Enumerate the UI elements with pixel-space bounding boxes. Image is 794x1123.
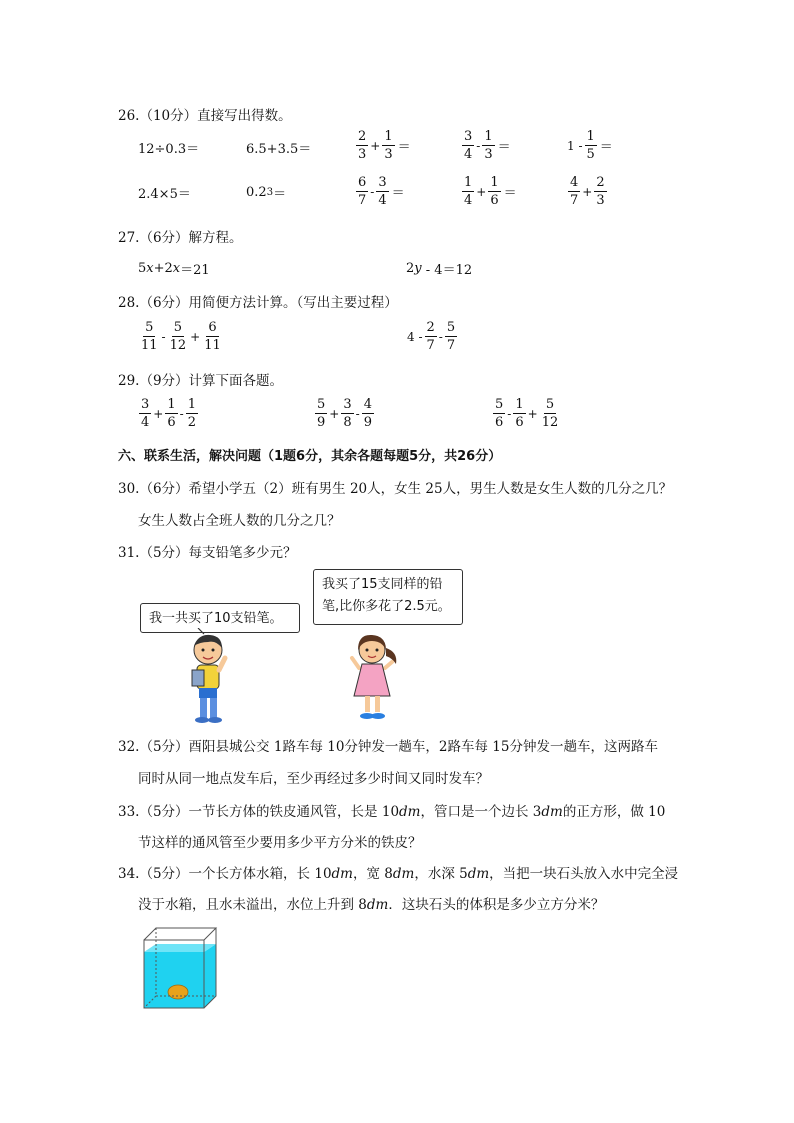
q27-eq2: 2 y - 4＝12: [406, 261, 473, 278]
q29-expr3: $\frac{5}{6}$ - $\frac{1}{6}$ + $\frac{5}{12}$: [495, 397, 559, 430]
q31-title: 31.（5分）每支铅笔多少元？: [118, 545, 297, 561]
section-6-heading: 六、联系生活，解决问题（1题6分，其余各题每题5分，共26分）: [118, 449, 502, 464]
water-surface: [144, 944, 216, 952]
q33-line2: 节这样的通风管至少要用多少平方分米的铁皮？: [138, 835, 422, 851]
q32-line1: 32.（5分）酉阳县城公交 1路车每 10分钟发一趟车，2路车每 15分钟发一趟车，这两路车: [118, 739, 658, 755]
q26-title: 26.（10分）直接写出得数。: [118, 108, 292, 124]
q26-r1-c: $\frac{2}{3}$ + $\frac{1}{3}$ ＝: [358, 129, 411, 162]
bubble-boy-text: 我一共买了10支铅笔。: [149, 611, 283, 626]
q30-line1: 30.（6分）希望小学五（2）班有男生 20人，女生 25人，男生人数是女生人数的几分之几？: [118, 481, 673, 497]
bubble-girl-line2: 笔,比你多花了2.5元。: [322, 599, 451, 614]
q26-r2-e: $\frac{4}{7}$ + $\frac{2}{3}$: [570, 175, 605, 208]
q26-r2-c: $\frac{6}{7}$ - $\frac{3}{4}$ ＝: [358, 175, 405, 208]
q26-r1-a: 12÷0.3＝: [138, 142, 200, 157]
bubble-girl-line1: 我买了15支同样的铅: [322, 577, 443, 592]
q28-expr1: $\frac{5}{11}$ - $\frac{5}{12}$ + $\frac{6}{11}$: [141, 320, 221, 353]
q30-line2: 女生人数占全班人数的几分之几？: [138, 513, 341, 529]
q27-eq1: 5 x +2 x ＝21: [138, 261, 210, 278]
q26-r1-d: $\frac{3}{4}$ - $\frac{1}{3}$ ＝: [464, 129, 511, 162]
q29-expr2: $\frac{5}{9}$ + $\frac{3}{8}$ - $\frac{4}{9}$: [317, 397, 372, 430]
boy-illustration: [180, 628, 240, 728]
stone: [168, 985, 188, 999]
q26-r1-e: 1 - $\frac{1}{5}$ ＝: [567, 129, 613, 162]
q34-line1: 34.（5分）一个长方体水箱，长 10dm，宽 8dm，水深 5dm，当把一块石头放入水中完全浸: [118, 866, 679, 882]
water-tank-illustration: [138, 924, 222, 1012]
q26-r2-d: $\frac{1}{4}$ + $\frac{1}{6}$ ＝: [464, 175, 517, 208]
q26-r1-b: 6.5+3.5＝: [246, 142, 312, 157]
q26-r2-a: 2.4×5＝: [138, 187, 191, 202]
q28-title: 28.（6分）用简便方法计算。（写出主要过程）: [118, 295, 398, 311]
girl-illustration: [340, 628, 410, 726]
q26-r2-b: 0.2 3 ＝: [246, 185, 287, 202]
q27-title: 27.（6分）解方程。: [118, 230, 243, 246]
q32-line2: 同时从同一地点发车后，至少再经过多少时间又同时发车？: [138, 771, 489, 787]
q33-line1: 33.（5分）一节长方体的铁皮通风管，长是 10dm，管口是一个边长 3dm的正方形，做 10: [118, 804, 666, 820]
q28-expr2: 4 - $\frac{2}{7}$ - $\frac{5}{7}$: [407, 320, 456, 353]
speech-bubble-girl: [313, 569, 463, 625]
q34-line2: 没于水箱，且水未溢出，水位上升到 8dm．这块石头的体积是多少立方分米？: [138, 897, 605, 913]
q29-expr1: $\frac{3}{4}$ + $\frac{1}{6}$ - $\frac{1}{2}$: [141, 397, 196, 430]
q29-title: 29.（9分）计算下面各题。: [118, 373, 284, 389]
